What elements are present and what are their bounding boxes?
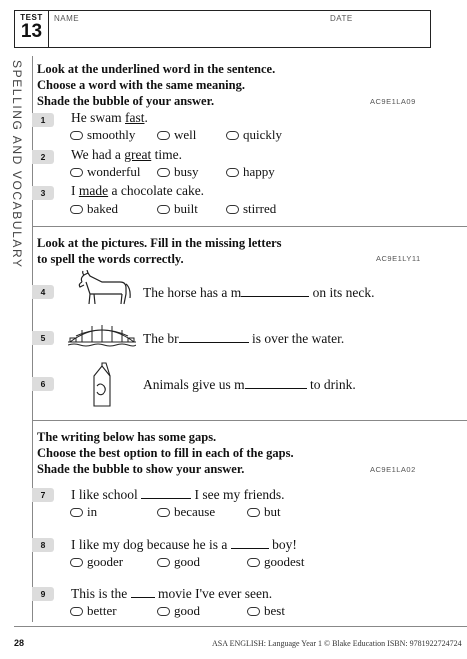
question-number: 1 [32,113,54,127]
option-label: but [264,504,281,519]
curriculum-code: AC9E1LY11 [376,254,421,263]
sentence-text: movie I've ever seen. [154,586,273,601]
question-number: 9 [32,587,54,601]
answer-option[interactable] [157,554,200,570]
answer-blank[interactable] [241,284,309,297]
milk-carton-icon [90,362,114,408]
side-label: SPELLING AND VOCABULARY [10,60,24,269]
sentence-text: He swam [71,110,125,125]
instruction-line: Choose the best option to fill in each of the gaps. [37,446,294,460]
option-label: quickly [243,127,282,142]
bubble[interactable] [226,205,239,214]
date-label: DATE [330,14,353,23]
bubble[interactable] [247,558,260,567]
sentence-text: I like school [71,487,142,502]
bubble[interactable] [70,508,83,517]
bubble[interactable] [157,558,170,567]
curriculum-code: AC9E1LA09 [370,97,416,106]
answer-option[interactable] [70,603,117,619]
answer-option[interactable] [157,127,196,143]
option-label: goodest [264,554,305,569]
answer-blank[interactable] [245,376,307,389]
sentence-text: Animals give us m [143,377,245,392]
sentence-text: This is the [71,586,131,601]
option-label: good [174,554,200,569]
instruction-line: Shade the bubble to show your answer. [37,462,245,476]
section-divider [32,226,467,227]
question-sentence [71,585,272,602]
answer-option[interactable] [70,164,140,180]
sentence-text: I see my friends. [191,487,285,502]
underlined-word: fast [125,110,145,125]
name-date-box [49,10,431,48]
curriculum-code: AC9E1LA02 [370,465,416,474]
bubble[interactable] [247,607,260,616]
sentence-text: The horse has a m [143,285,242,300]
instruction-line: to spell the words correctly. [37,252,184,266]
section-3-instructions [37,429,294,477]
answer-option[interactable] [247,603,285,619]
footer-divider [14,626,467,627]
bubble[interactable] [157,607,170,616]
test-label: TEST [20,13,43,22]
question-sentence [71,110,148,126]
answer-option[interactable] [70,504,97,520]
sentence-text: on its neck. [309,285,375,300]
footer-credit: ASA ENGLISH: Language Year 1 © Blake Education ISBN: 9781922724724 [212,639,462,648]
answer-option[interactable] [226,127,282,143]
answer-option[interactable] [157,603,200,619]
option-label: wonderful [87,164,141,179]
sentence-text: is over the water. [248,331,345,346]
instruction-line: Shade the bubble of your answer. [37,94,215,108]
question-sentence [71,147,182,163]
bubble[interactable] [70,168,83,177]
question-number: 2 [32,150,54,164]
page-number: 28 [14,638,25,648]
horse-icon [68,270,134,308]
bubble[interactable] [70,607,83,616]
bubble[interactable] [226,168,239,177]
question-number: 4 [32,285,54,299]
answer-option[interactable] [70,554,123,570]
sentence-text: boy! [268,537,297,552]
bubble[interactable] [247,508,260,517]
answer-option[interactable] [157,504,215,520]
option-label: well [174,127,197,142]
bubble[interactable] [157,168,170,177]
option-label: built [174,201,198,216]
answer-option[interactable] [70,201,118,217]
answer-option[interactable] [157,164,199,180]
question-number: 8 [32,538,54,552]
sentence-text: The br [143,331,179,346]
option-label: baked [87,201,119,216]
underlined-word: made [78,183,109,198]
instruction-line: Look at the underlined word in the sentence. [37,62,276,76]
question-sentence [143,376,356,393]
answer-option[interactable] [247,554,304,570]
section-1-instructions [37,61,275,109]
sentence-text: a chocolate cake. [108,183,205,198]
section-2-instructions [37,235,282,267]
question-sentence [143,284,374,301]
answer-option[interactable] [226,164,275,180]
sentence-text: I like my dog because he is a [71,537,231,552]
option-label: because [174,504,216,519]
bubble[interactable] [157,508,170,517]
bubble[interactable] [70,205,83,214]
instruction-line: Choose a word with the same meaning. [37,78,245,92]
name-label: NAME [54,14,80,23]
bubble[interactable] [70,558,83,567]
instruction-line: Look at the pictures. Fill in the missing letters [37,236,282,250]
question-sentence [71,486,284,503]
bubble[interactable] [157,131,170,140]
section-divider [32,420,467,421]
option-label: busy [174,164,199,179]
answer-option[interactable] [157,201,198,217]
sentence-text: time. [151,147,182,162]
answer-option[interactable] [226,201,276,217]
answer-option[interactable] [247,504,281,520]
bubble[interactable] [70,131,83,140]
question-sentence [143,330,344,347]
answer-blank [131,585,155,598]
option-label: smoothly [87,127,136,142]
question-sentence [71,183,204,199]
test-number: 13 [20,21,43,42]
question-sentence [71,536,297,553]
option-label: happy [243,164,275,179]
sentence-text: We had a [71,147,125,162]
option-label: in [87,504,98,519]
bubble[interactable] [226,131,239,140]
question-number: 5 [32,331,54,345]
answer-blank [141,486,191,499]
answer-option[interactable] [70,127,135,143]
underlined-word: great [124,147,152,162]
answer-blank[interactable] [179,330,249,343]
sentence-text: to drink. [306,377,356,392]
option-label: gooder [87,554,124,569]
question-number: 6 [32,377,54,391]
question-number: 3 [32,186,54,200]
sentence-text: . [144,110,148,125]
test-number-box [14,10,49,48]
bubble[interactable] [157,205,170,214]
option-label: good [174,603,200,618]
option-label: better [87,603,117,618]
option-label: best [264,603,285,618]
instruction-line: The writing below has some gaps. [37,430,217,444]
sentence-text: I [71,183,79,198]
answer-blank [231,536,269,549]
question-number: 7 [32,488,54,502]
option-label: stirred [243,201,277,216]
bridge-icon [68,320,136,350]
